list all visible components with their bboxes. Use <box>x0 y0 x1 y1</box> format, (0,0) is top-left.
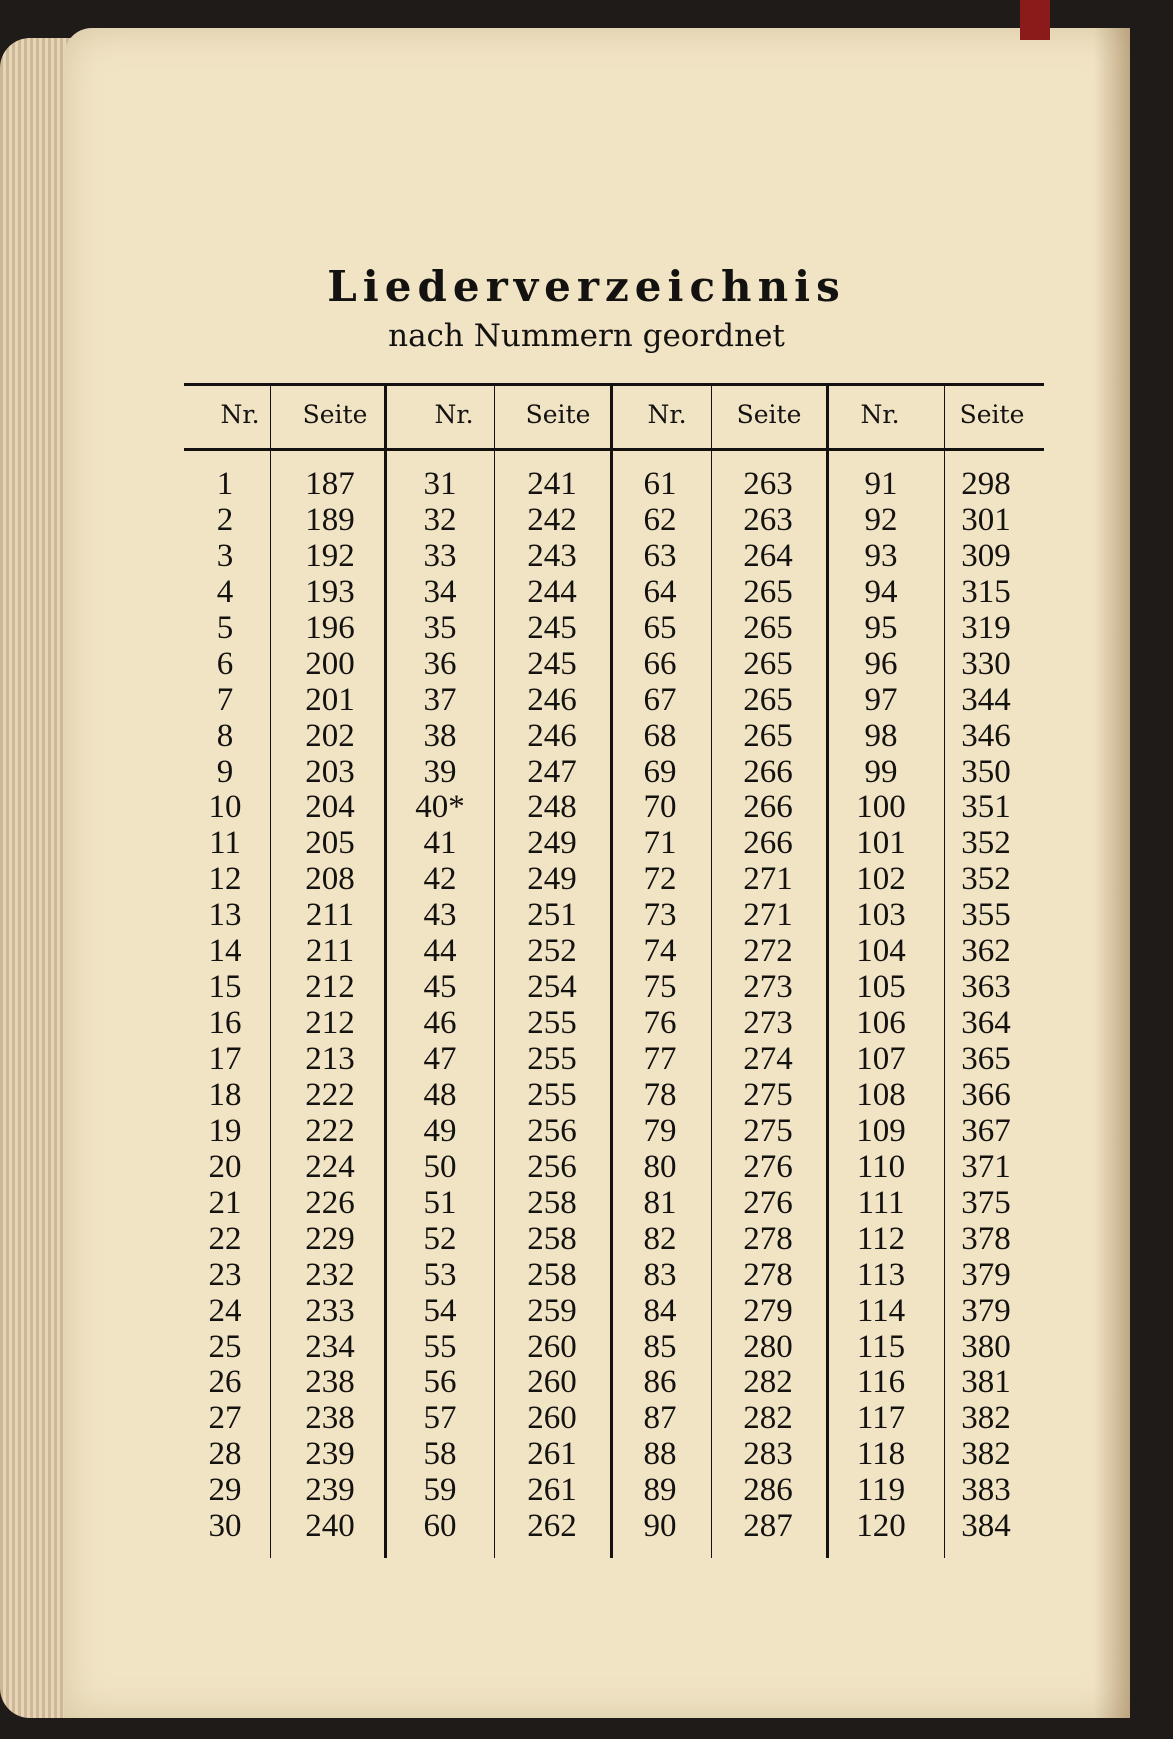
page-number-cell: 251 <box>527 897 577 934</box>
page-number-cell: 205 <box>305 825 355 862</box>
page-number-cell: 203 <box>305 753 355 790</box>
song-number-cell: 62 <box>643 501 677 538</box>
song-number-cell: 115 <box>856 1328 906 1365</box>
page-number-cell: 243 <box>527 537 577 574</box>
song-number-cell: 101 <box>856 825 906 862</box>
page-number-cell: 244 <box>527 573 577 610</box>
song-number-cell: 11 <box>209 825 241 862</box>
page-number-cell: 265 <box>743 573 793 610</box>
page-number-cell: 187 <box>305 466 355 502</box>
page-number-cell: 258 <box>527 1184 577 1221</box>
page-number-cell: 212 <box>305 1005 355 1042</box>
song-number-cell: 58 <box>423 1436 457 1473</box>
song-number-cell: 15 <box>208 969 242 1006</box>
page-number-cell: 224 <box>305 1148 355 1185</box>
page-number-cell: 351 <box>961 789 1011 826</box>
page-number-cell: 229 <box>305 1220 355 1257</box>
song-number-cell: 53 <box>423 1256 457 1293</box>
column-seite-1 <box>274 466 386 1544</box>
song-number-cell: 23 <box>208 1256 242 1293</box>
song-number-cell: 47 <box>423 1041 457 1077</box>
page-number-cell: 239 <box>305 1436 355 1473</box>
page-number-cell: 371 <box>961 1148 1011 1185</box>
page-number-cell: 241 <box>527 466 577 502</box>
song-number-cell: 32 <box>423 501 457 538</box>
page-number-cell: 352 <box>961 861 1011 898</box>
song-number-cell: 5 <box>216 609 234 646</box>
song-number-cell: 1 <box>216 466 234 502</box>
song-number-cell: 40* <box>415 789 465 826</box>
song-number-cell: 45 <box>423 969 457 1006</box>
page-number-cell: 375 <box>961 1184 1011 1221</box>
song-number-cell: 60 <box>423 1508 457 1545</box>
song-number-cell: 33 <box>423 537 457 574</box>
table-header-row <box>184 386 1044 451</box>
page-number-cell: 256 <box>527 1112 577 1149</box>
song-number-cell: 50 <box>423 1148 457 1185</box>
page-number-cell: 262 <box>527 1508 577 1545</box>
song-number-cell: 108 <box>856 1076 906 1113</box>
song-number-cell: 21 <box>208 1184 242 1221</box>
page-number-cell: 192 <box>305 537 355 574</box>
page-number-cell: 362 <box>961 933 1011 970</box>
song-number-cell: 22 <box>208 1220 242 1257</box>
song-number-cell: 38 <box>423 717 457 754</box>
song-number-cell: 89 <box>643 1472 677 1509</box>
song-number-cell: 102 <box>856 861 906 898</box>
song-number-cell: 46 <box>423 1005 457 1042</box>
header-nr-3: Nr. <box>647 400 687 429</box>
song-number-cell: 29 <box>208 1472 242 1509</box>
page-number-cell: 233 <box>305 1292 355 1329</box>
page-number-cell: 201 <box>305 681 355 718</box>
page-number-cell: 381 <box>961 1364 1011 1401</box>
song-number-cell: 36 <box>423 645 457 682</box>
song-number-cell: 8 <box>216 717 234 754</box>
bookmark-ribbon <box>1020 0 1050 40</box>
page-number-cell: 298 <box>961 466 1011 502</box>
song-number-cell: 96 <box>864 645 898 682</box>
song-number-cell: 111 <box>857 1184 905 1221</box>
page-number-cell: 286 <box>743 1472 793 1509</box>
song-number-cell: 41 <box>423 825 457 862</box>
song-number-cell: 37 <box>423 681 457 718</box>
page-number-cell: 382 <box>961 1436 1011 1473</box>
song-number-cell: 19 <box>208 1112 242 1149</box>
header-nr-2: Nr. <box>434 400 474 429</box>
page-number-cell: 273 <box>743 1005 793 1042</box>
song-number-cell: 77 <box>643 1041 677 1077</box>
song-number-cell: 57 <box>423 1400 457 1437</box>
page-number-cell: 246 <box>527 681 577 718</box>
page-number-cell: 261 <box>527 1472 577 1509</box>
page-number-cell: 279 <box>743 1292 793 1329</box>
page-number-cell: 283 <box>743 1436 793 1473</box>
song-number-cell: 99 <box>864 753 898 790</box>
page-number-cell: 379 <box>961 1256 1011 1293</box>
page-number-cell: 246 <box>527 717 577 754</box>
page-number-cell: 245 <box>527 609 577 646</box>
page-number-cell: 319 <box>961 609 1011 646</box>
song-number-cell: 105 <box>856 969 906 1006</box>
song-number-cell: 119 <box>856 1472 906 1509</box>
page-number-cell: 383 <box>961 1472 1011 1509</box>
page-number-cell: 274 <box>743 1041 793 1077</box>
page-number-cell: 346 <box>961 717 1011 754</box>
page-number-cell: 222 <box>305 1112 355 1149</box>
page-number-cell: 366 <box>961 1076 1011 1113</box>
page-number-cell: 273 <box>743 969 793 1006</box>
song-number-cell: 85 <box>643 1328 677 1365</box>
page-number-cell: 367 <box>961 1112 1011 1149</box>
song-number-cell: 79 <box>643 1112 677 1149</box>
page-number-cell: 213 <box>305 1041 355 1077</box>
header-nr-4: Nr. <box>860 400 900 429</box>
page-number-cell: 278 <box>743 1256 793 1293</box>
song-number-cell: 55 <box>423 1328 457 1365</box>
song-number-cell: 42 <box>423 861 457 898</box>
header-nr-1: Nr. <box>220 400 260 429</box>
page-number-cell: 248 <box>527 789 577 826</box>
page-number-cell: 249 <box>527 861 577 898</box>
song-number-cell: 90 <box>643 1508 677 1545</box>
page-number-cell: 261 <box>527 1436 577 1473</box>
song-number-cell: 74 <box>643 933 677 970</box>
song-number-cell: 39 <box>423 753 457 790</box>
song-number-cell: 66 <box>643 645 677 682</box>
song-number-cell: 114 <box>856 1292 906 1329</box>
song-number-cell: 49 <box>423 1112 457 1149</box>
page-number-cell: 276 <box>743 1184 793 1221</box>
page-number-cell: 380 <box>961 1328 1011 1365</box>
page-number-cell: 222 <box>305 1076 355 1113</box>
song-number-cell: 94 <box>864 573 898 610</box>
page-number-cell: 315 <box>961 573 1011 610</box>
page-number-cell: 238 <box>305 1400 355 1437</box>
song-number-cell: 110 <box>856 1148 906 1185</box>
page-number-cell: 260 <box>527 1328 577 1365</box>
page-number-cell: 263 <box>743 501 793 538</box>
song-number-cell: 24 <box>208 1292 242 1329</box>
song-number-cell: 59 <box>423 1472 457 1509</box>
song-number-cell: 117 <box>856 1400 906 1437</box>
page-number-cell: 265 <box>743 681 793 718</box>
page-number-cell: 255 <box>527 1041 577 1077</box>
song-number-cell: 82 <box>643 1220 677 1257</box>
song-number-cell: 70 <box>643 789 677 826</box>
song-number-cell: 113 <box>856 1256 906 1293</box>
page-number-cell: 363 <box>961 969 1011 1006</box>
column-nr-1 <box>169 466 281 1544</box>
header-seite-2: Seite <box>525 400 591 429</box>
song-number-cell: 92 <box>864 501 898 538</box>
song-number-cell: 3 <box>216 537 234 574</box>
page-number-cell: 344 <box>961 681 1011 718</box>
page-number-cell: 287 <box>743 1508 793 1545</box>
song-number-cell: 71 <box>643 825 677 862</box>
page-number-cell: 255 <box>527 1005 577 1042</box>
page-number-cell: 204 <box>305 789 355 826</box>
song-number-cell: 28 <box>208 1436 242 1473</box>
page-number-cell: 232 <box>305 1256 355 1293</box>
song-number-cell: 51 <box>423 1184 457 1221</box>
page-number-cell: 379 <box>961 1292 1011 1329</box>
song-number-cell: 9 <box>216 753 234 790</box>
page-number-cell: 378 <box>961 1220 1011 1257</box>
page-number-cell: 208 <box>305 861 355 898</box>
page-subtitle: nach Nummern geordnet <box>388 318 785 354</box>
song-number-cell: 25 <box>208 1328 242 1365</box>
page-number-cell: 242 <box>527 501 577 538</box>
song-number-cell: 64 <box>643 573 677 610</box>
page-number-cell: 280 <box>743 1328 793 1365</box>
song-number-cell: 7 <box>216 681 234 718</box>
column-seite-2 <box>496 466 608 1544</box>
song-number-cell: 103 <box>856 897 906 934</box>
song-number-cell: 83 <box>643 1256 677 1293</box>
song-number-cell: 30 <box>208 1508 242 1545</box>
page-number-cell: 254 <box>527 969 577 1006</box>
song-number-cell: 120 <box>856 1508 906 1545</box>
song-number-cell: 56 <box>423 1364 457 1401</box>
page-number-cell: 382 <box>961 1400 1011 1437</box>
page-number-cell: 365 <box>961 1041 1011 1077</box>
page-number-cell: 282 <box>743 1364 793 1401</box>
song-number-cell: 14 <box>208 933 242 970</box>
page-number-cell: 258 <box>527 1220 577 1257</box>
page-number-cell: 211 <box>305 897 355 934</box>
song-number-cell: 2 <box>216 501 234 538</box>
song-number-cell: 73 <box>643 897 677 934</box>
song-number-cell: 107 <box>856 1041 906 1077</box>
page-number-cell: 212 <box>305 969 355 1006</box>
column-seite-3 <box>712 466 824 1544</box>
page-number-cell: 193 <box>305 573 355 610</box>
page-number-cell: 272 <box>743 933 793 970</box>
song-number-cell: 98 <box>864 717 898 754</box>
song-number-cell: 78 <box>643 1076 677 1113</box>
page-number-cell: 265 <box>743 645 793 682</box>
song-number-cell: 43 <box>423 897 457 934</box>
page-number-cell: 247 <box>527 753 577 790</box>
song-number-cell: 81 <box>643 1184 677 1221</box>
song-number-cell: 72 <box>643 861 677 898</box>
song-number-cell: 4 <box>216 573 234 610</box>
song-number-cell: 87 <box>643 1400 677 1437</box>
page-number-cell: 355 <box>961 897 1011 934</box>
song-number-cell: 67 <box>643 681 677 718</box>
song-number-cell: 27 <box>208 1400 242 1437</box>
page-number-cell: 282 <box>743 1400 793 1437</box>
page-number-cell: 260 <box>527 1400 577 1437</box>
song-number-cell: 35 <box>423 609 457 646</box>
column-seite-4 <box>930 466 1042 1544</box>
song-number-cell: 31 <box>423 466 457 502</box>
song-number-cell: 109 <box>856 1112 906 1149</box>
song-number-cell: 68 <box>643 717 677 754</box>
page-number-cell: 265 <box>743 717 793 754</box>
song-number-cell: 54 <box>423 1292 457 1329</box>
song-number-cell: 88 <box>643 1436 677 1473</box>
page-number-cell: 189 <box>305 501 355 538</box>
page-number-cell: 263 <box>743 466 793 502</box>
song-number-cell: 104 <box>856 933 906 970</box>
page-number-cell: 234 <box>305 1328 355 1365</box>
song-number-cell: 76 <box>643 1005 677 1042</box>
song-number-cell: 100 <box>856 789 906 826</box>
page-number-cell: 196 <box>305 609 355 646</box>
song-number-cell: 118 <box>856 1436 906 1473</box>
song-number-cell: 18 <box>208 1076 242 1113</box>
page-number-cell: 352 <box>961 825 1011 862</box>
song-number-cell: 86 <box>643 1364 677 1401</box>
header-seite-4: Seite <box>959 400 1025 429</box>
header-seite-3: Seite <box>736 400 802 429</box>
page-number-cell: 252 <box>527 933 577 970</box>
song-number-cell: 16 <box>208 1005 242 1042</box>
song-number-cell: 12 <box>208 861 242 898</box>
song-number-cell: 97 <box>864 681 898 718</box>
page-number-cell: 350 <box>961 753 1011 790</box>
song-number-cell: 84 <box>643 1292 677 1329</box>
page-number-cell: 256 <box>527 1148 577 1185</box>
page-number-cell: 200 <box>305 645 355 682</box>
page-number-cell: 202 <box>305 717 355 754</box>
column-nr-2 <box>384 466 496 1544</box>
page-number-cell: 258 <box>527 1256 577 1293</box>
page-number-cell: 364 <box>961 1005 1011 1042</box>
page-number-cell: 278 <box>743 1220 793 1257</box>
page-number-cell: 265 <box>743 609 793 646</box>
song-number-cell: 34 <box>423 573 457 610</box>
page-number-cell: 238 <box>305 1364 355 1401</box>
page-number-cell: 255 <box>527 1076 577 1113</box>
song-number-cell: 52 <box>423 1220 457 1257</box>
page-number-cell: 240 <box>305 1508 355 1545</box>
page-number-cell: 266 <box>743 825 793 862</box>
song-number-cell: 65 <box>643 609 677 646</box>
page-number-cell: 249 <box>527 825 577 862</box>
page-number-cell: 245 <box>527 645 577 682</box>
page-number-cell: 275 <box>743 1112 793 1149</box>
page-number-cell: 226 <box>305 1184 355 1221</box>
song-number-cell: 48 <box>423 1076 457 1113</box>
song-number-cell: 75 <box>643 969 677 1006</box>
header-seite-1: Seite <box>302 400 368 429</box>
column-nr-3 <box>604 466 716 1544</box>
page-number-cell: 211 <box>305 933 355 970</box>
song-number-cell: 20 <box>208 1148 242 1185</box>
page-number-cell: 275 <box>743 1076 793 1113</box>
page-number-cell: 309 <box>961 537 1011 574</box>
song-number-cell: 80 <box>643 1148 677 1185</box>
song-number-cell: 112 <box>856 1220 906 1257</box>
page-number-cell: 301 <box>961 501 1011 538</box>
page-number-cell: 266 <box>743 753 793 790</box>
page-title: Liederverzeichnis <box>327 262 846 311</box>
song-number-cell: 93 <box>864 537 898 574</box>
song-number-cell: 44 <box>423 933 457 970</box>
page-number-cell: 239 <box>305 1472 355 1509</box>
song-number-cell: 116 <box>856 1364 906 1401</box>
page-number-cell: 330 <box>961 645 1011 682</box>
song-number-cell: 95 <box>864 609 898 646</box>
page-number-cell: 276 <box>743 1148 793 1185</box>
song-number-cell: 69 <box>643 753 677 790</box>
song-index-table <box>184 383 1044 1558</box>
page-number-cell: 259 <box>527 1292 577 1329</box>
song-number-cell: 91 <box>864 466 898 502</box>
page-number-cell: 264 <box>743 537 793 574</box>
song-number-cell: 106 <box>856 1005 906 1042</box>
song-number-cell: 6 <box>216 645 234 682</box>
page-number-cell: 384 <box>961 1508 1011 1545</box>
song-number-cell: 17 <box>208 1041 242 1077</box>
page-number-cell: 266 <box>743 789 793 826</box>
page-number-cell: 260 <box>527 1364 577 1401</box>
song-number-cell: 26 <box>208 1364 242 1401</box>
song-number-cell: 61 <box>643 466 677 502</box>
page-number-cell: 271 <box>743 861 793 898</box>
column-nr-4 <box>825 466 937 1544</box>
song-number-cell: 10 <box>208 789 242 826</box>
song-number-cell: 63 <box>643 537 677 574</box>
song-number-cell: 13 <box>208 897 242 934</box>
page-number-cell: 271 <box>743 897 793 934</box>
